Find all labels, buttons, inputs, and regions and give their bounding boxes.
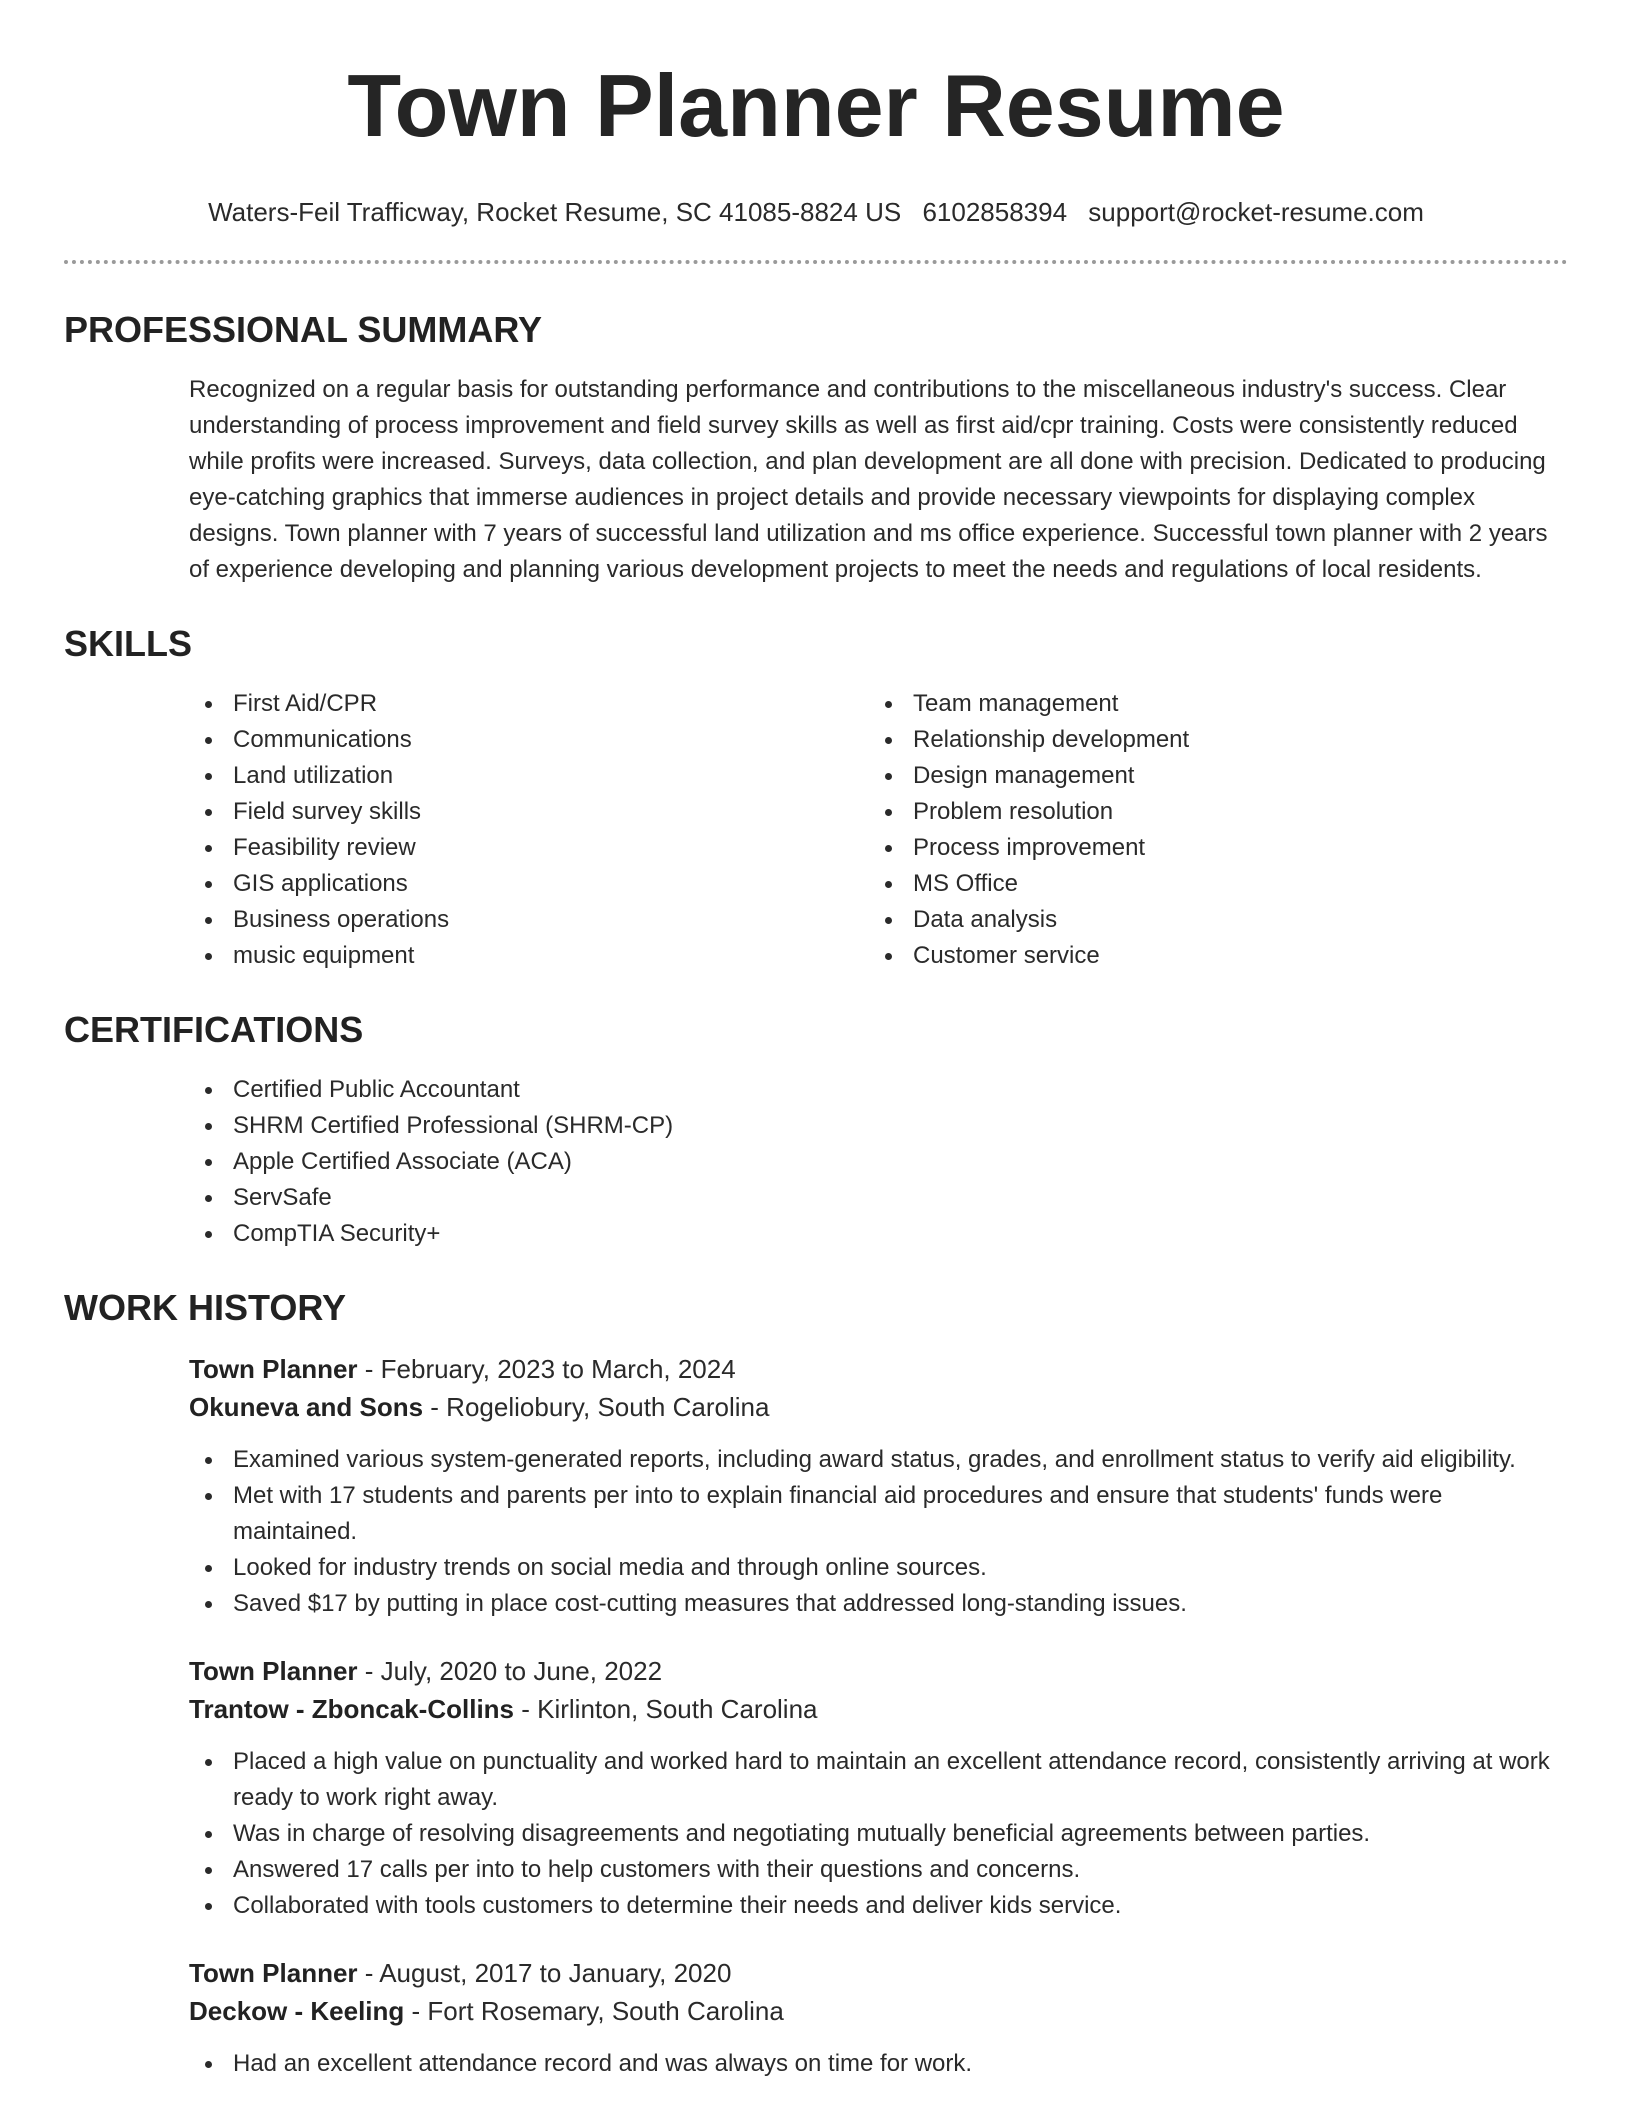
job-company: Okuneva and Sons xyxy=(189,1392,424,1422)
job-company-line xyxy=(189,1388,1568,1426)
job-entry xyxy=(189,1652,1568,1924)
contact-line xyxy=(0,194,1632,230)
job-title-line xyxy=(189,1954,1568,1992)
job-company-line xyxy=(189,1690,1568,1728)
job-company-line xyxy=(189,1992,1568,2030)
skill-item: First Aid/CPR xyxy=(189,686,869,722)
skill-item: GIS applications xyxy=(189,866,869,902)
certification-item: Apple Certified Associate (ACA) xyxy=(189,1144,1568,1180)
skill-item: Customer service xyxy=(869,938,1549,974)
contact-address: Waters-Feil Trafficway, Rocket Resume, SC 41085-8824 US xyxy=(208,197,902,227)
job-location: - Kirlinton, South Carolina xyxy=(514,1694,818,1724)
skill-item: Team management xyxy=(869,686,1549,722)
header-divider xyxy=(64,260,1568,264)
job-bullet: Had an excellent attendance record and was always on time for work. xyxy=(189,2046,1568,2082)
skill-item: MS Office xyxy=(869,866,1549,902)
job-dates: - August, 2017 to January, 2020 xyxy=(357,1958,732,1988)
contact-phone: 6102858394 xyxy=(922,197,1068,227)
job-bullet: Placed a high value on punctuality and worked hard to maintain an excellent attendance record, consistently arriving at work ready to work right away. xyxy=(189,1744,1568,1816)
job-company: Trantow - Zboncak-Collins xyxy=(189,1694,515,1724)
job-title-line xyxy=(189,1350,1568,1388)
skills-section xyxy=(0,622,1632,974)
skill-item: Design management xyxy=(869,758,1549,794)
job-role: Town Planner xyxy=(189,1958,358,1988)
job-entry xyxy=(189,1954,1568,2082)
skill-item: Communications xyxy=(189,722,869,758)
skills-list-right xyxy=(869,686,1549,974)
certifications-section xyxy=(0,1008,1632,1252)
resume-title: Town Planner Resume xyxy=(347,56,1285,155)
skills-columns xyxy=(189,686,1568,974)
skill-item: Land utilization xyxy=(189,758,869,794)
job-bullet: Was in charge of resolving disagreements and negotiating mutually beneficial agreements between parties. xyxy=(189,1816,1568,1852)
skill-item: Problem resolution xyxy=(869,794,1549,830)
skill-item: Relationship development xyxy=(869,722,1549,758)
job-location: - Rogeliobury, South Carolina xyxy=(423,1392,770,1422)
job-dates: - July, 2020 to June, 2022 xyxy=(357,1656,663,1686)
job-entry xyxy=(189,1350,1568,1622)
job-dates: - February, 2023 to March, 2024 xyxy=(357,1354,736,1384)
job-bullet: Answered 17 calls per into to help customers with their questions and concerns. xyxy=(189,1852,1568,1888)
work-history-heading: WORK HISTORY xyxy=(64,1287,347,1328)
job-bullet: Saved $17 by putting in place cost-cutting measures that addressed long-standing issues. xyxy=(189,1586,1568,1622)
skill-item: Field survey skills xyxy=(189,794,869,830)
certifications-heading: CERTIFICATIONS xyxy=(64,1009,364,1050)
summary-text: Recognized on a regular basis for outstanding performance and contributions to the miscellaneous industry's success. Clear understanding of process improvement and field survey skills as well as first aid/cpr training. Costs were consistently reduced while profits were increased. Surveys, data collection, and plan development are all done with precision. Dedicated to producing eye-catching graphics that immerse audiences in project details and provide necessary viewpoints for displaying complex designs. Town planner with 7 years of successful land utilization and ms office experience. Successful town planner with 2 years of experience developing and planning various development projects to meet the needs and regulations of local residents. xyxy=(189,376,1548,583)
certification-item: Certified Public Accountant xyxy=(189,1072,1568,1108)
job-bullets xyxy=(189,2046,1568,2082)
job-bullet: Met with 17 students and parents per into to explain financial aid procedures and ensure that students' funds were maintained. xyxy=(189,1478,1568,1550)
skill-item: Business operations xyxy=(189,902,869,938)
summary-section xyxy=(0,308,1632,588)
job-title-line xyxy=(189,1652,1568,1690)
work-history-section xyxy=(0,1286,1632,2082)
certification-item: CompTIA Security+ xyxy=(189,1216,1568,1252)
job-company: Deckow - Keeling xyxy=(189,1996,405,2026)
skill-item: Process improvement xyxy=(869,830,1549,866)
job-bullet: Collaborated with tools customers to determine their needs and deliver kids service. xyxy=(189,1888,1568,1924)
skill-item: Feasibility review xyxy=(189,830,869,866)
job-bullet: Looked for industry trends on social media and through online sources. xyxy=(189,1550,1568,1586)
skill-item: music equipment xyxy=(189,938,869,974)
job-role: Town Planner xyxy=(189,1354,358,1384)
certifications-list xyxy=(189,1072,1568,1252)
job-location: - Fort Rosemary, South Carolina xyxy=(404,1996,784,2026)
contact-email: support@rocket-resume.com xyxy=(1088,197,1424,227)
skill-item: Data analysis xyxy=(869,902,1549,938)
certification-item: SHRM Certified Professional (SHRM-CP) xyxy=(189,1108,1568,1144)
job-role: Town Planner xyxy=(189,1656,358,1686)
skills-heading: SKILLS xyxy=(64,623,193,664)
job-bullets xyxy=(189,1744,1568,1924)
job-bullet: Examined various system-generated reports, including award status, grades, and enrollment status to verify aid eligibility. xyxy=(189,1442,1568,1478)
certification-item: ServSafe xyxy=(189,1180,1568,1216)
job-bullets xyxy=(189,1442,1568,1622)
skills-list-left xyxy=(189,686,869,974)
summary-heading: PROFESSIONAL SUMMARY xyxy=(64,309,543,350)
